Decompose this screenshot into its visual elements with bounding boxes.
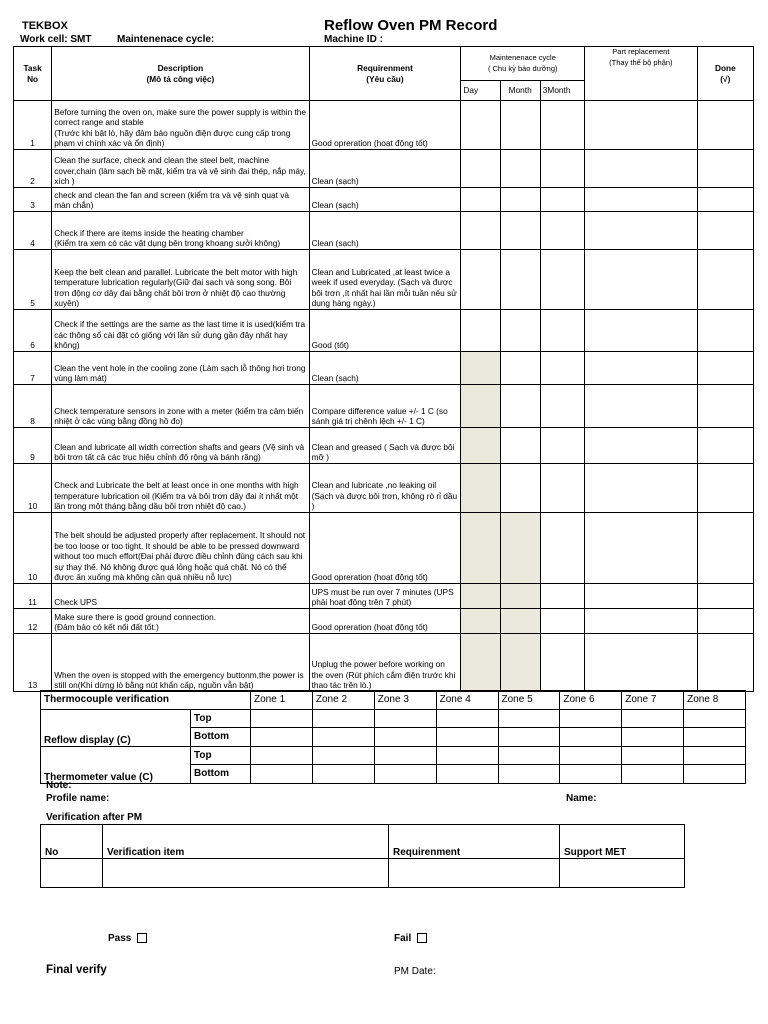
zone-header: Zone 8 <box>684 691 746 710</box>
zone-header: Zone 5 <box>498 691 560 710</box>
task-description: Clean the surface, check and clean the steel belt, machine cover,chain (làm sạch bề mặt, kiểm tra và vệ sinh đai thép, nắp máy, xích ) <box>52 150 309 188</box>
done-cell[interactable] <box>697 310 753 352</box>
header-maintenance-cycle: Maintenenace cycle ( Chu kỳ bảo dưỡng) <box>461 47 585 81</box>
task-row <box>14 188 754 212</box>
part-replacement-cell[interactable] <box>585 385 698 428</box>
task-requirement: Compare difference value +/- 1 C (so sánh giá trị chênh lệch +/- 1 C) <box>309 385 461 428</box>
part-replacement-cell[interactable] <box>585 464 698 513</box>
day-cell[interactable] <box>461 609 500 634</box>
header-month: Month <box>500 81 540 101</box>
value-cell[interactable] <box>560 765 622 784</box>
task-no: 10 <box>14 464 52 513</box>
machine-id-label: Machine ID : <box>324 34 383 45</box>
value-cell[interactable] <box>684 746 746 765</box>
task-no: 8 <box>14 385 52 428</box>
pass-label: Pass <box>108 933 132 944</box>
three-month-cell[interactable] <box>540 428 584 464</box>
task-description: Check and Lubricate the belt at least once in one months with high temperature lubrication oil (Kiểm tra và bôi trơn dây đai ít nhất một lần trong một tháng bằng dầu bôi trơn nhiệt độ cao.) <box>52 464 309 513</box>
header-done: Done (√) <box>697 47 753 101</box>
task-requirement: Good opreration (hoạt động tốt) <box>309 609 461 634</box>
zone-header: Zone 4 <box>436 691 498 710</box>
month-cell[interactable] <box>500 150 540 188</box>
thermocouple-title: Thermocouple verification <box>41 691 251 710</box>
pm-task-table <box>13 46 754 692</box>
verification-requirement-header: Requirenment <box>389 825 560 859</box>
name-label: Name: <box>566 793 597 804</box>
value-cell[interactable] <box>436 746 498 765</box>
task-no: 10 <box>14 513 52 584</box>
thermocouple-table <box>40 690 746 784</box>
value-cell[interactable] <box>312 709 374 728</box>
top-label: Top <box>191 709 251 728</box>
part-replacement-cell[interactable] <box>585 212 698 250</box>
done-cell[interactable] <box>697 513 753 584</box>
part-replacement-cell[interactable] <box>585 634 698 692</box>
done-cell[interactable] <box>697 150 753 188</box>
month-cell[interactable] <box>500 464 540 513</box>
three-month-cell[interactable] <box>540 609 584 634</box>
done-cell[interactable] <box>697 634 753 692</box>
done-cell[interactable] <box>697 464 753 513</box>
task-requirement: Clean (sạch) <box>309 212 461 250</box>
task-row <box>14 428 754 464</box>
three-month-cell[interactable] <box>540 385 584 428</box>
value-cell[interactable] <box>622 746 684 765</box>
maintenance-cycle-label: Maintenenace cycle: <box>117 34 215 45</box>
month-cell[interactable] <box>500 428 540 464</box>
day-cell[interactable] <box>461 101 500 150</box>
task-requirement: Clean (sạch) <box>309 150 461 188</box>
top-label: Top <box>191 746 251 765</box>
task-description: Keep the belt clean and parallel. Lubricate the belt motor with high temperature lubrication regularly(Giữ đai sạch và song song. Bôi trơn động cơ dây đai bằng chất bôi trơn ở nhiệt độ cao thường xuyên) <box>52 250 309 310</box>
header-3month: 3Month <box>540 81 584 101</box>
day-cell[interactable] <box>461 250 500 310</box>
three-month-cell[interactable] <box>540 584 584 609</box>
task-requirement: Clean and Lubricated ,at least twice a week if used everyday. (Sạch và được bôi trơn ,ít nhất hai lần mỗi tuần nếu sử dụng hàng ngày.) <box>309 250 461 310</box>
zone-header: Zone 3 <box>374 691 436 710</box>
task-requirement: Clean (sạch) <box>309 352 461 385</box>
day-cell[interactable] <box>461 150 500 188</box>
pm-date-label: PM Date: <box>394 966 436 977</box>
task-row <box>14 101 754 150</box>
month-cell[interactable] <box>500 513 540 584</box>
verification-item-header: Verification item <box>103 825 389 859</box>
three-month-cell[interactable] <box>540 188 584 212</box>
zone-header: Zone 2 <box>312 691 374 710</box>
three-month-cell[interactable] <box>540 101 584 150</box>
task-no: 12 <box>14 609 52 634</box>
day-cell[interactable] <box>461 634 500 692</box>
reflow-display-label: Reflow display (C) <box>41 709 191 746</box>
task-requirement: Clean and greased ( Sạch và được bôi mỡ ) <box>309 428 461 464</box>
done-cell[interactable] <box>697 352 753 385</box>
month-cell[interactable] <box>500 310 540 352</box>
task-no: 7 <box>14 352 52 385</box>
note-label: Note: <box>46 780 72 791</box>
month-cell[interactable] <box>500 188 540 212</box>
final-verify-label: Final verify <box>46 964 107 976</box>
done-cell[interactable] <box>697 250 753 310</box>
fail-label: Fail <box>394 933 412 944</box>
task-requirement: Good opreration (hoạt động tốt) <box>309 101 461 150</box>
value-cell[interactable] <box>374 765 436 784</box>
done-cell[interactable] <box>697 428 753 464</box>
value-cell[interactable] <box>312 746 374 765</box>
thermometer-value-label: Thermometer value (C) <box>41 746 191 783</box>
done-cell[interactable] <box>697 101 753 150</box>
bottom-label: Bottom <box>191 765 251 784</box>
month-cell[interactable] <box>500 385 540 428</box>
value-cell[interactable] <box>374 728 436 747</box>
task-description: Before turning the oven on, make sure the power supply is within the correct range and stable (Trước khi bật lò, hãy đảm bảo nguồn điện được cung cấp trong phạm vi chính xác và ổn định) <box>52 101 309 150</box>
done-cell[interactable] <box>697 609 753 634</box>
part-replacement-cell[interactable] <box>585 250 698 310</box>
task-row <box>14 310 754 352</box>
value-cell[interactable] <box>436 765 498 784</box>
value-cell[interactable] <box>622 728 684 747</box>
task-no: 11 <box>14 584 52 609</box>
verification-table <box>40 824 685 888</box>
part-replacement-cell[interactable] <box>585 188 698 212</box>
month-cell[interactable] <box>500 352 540 385</box>
value-cell[interactable] <box>560 709 622 728</box>
task-requirement: Good (tốt) <box>309 310 461 352</box>
company-name: TEKBOX <box>22 20 68 32</box>
task-description: Check if there are items inside the heating chamber (Kiểm tra xem có các vật dụng bên trong khoang sưởi không) <box>52 212 309 250</box>
task-row <box>14 250 754 310</box>
task-description: The belt should be adjusted properly after replacement. It should not be too loose or too tight. It should be able to be pressed downward without too much effort(Đai phải được điều chỉnh đúng cách sau khi sự thay thế. Nó không được quá lỏng hoặc quá chặt. Nó có thể được ấn xuống mà không cần quá nhiều nỗ lực) <box>52 513 309 584</box>
task-no: 5 <box>14 250 52 310</box>
value-cell[interactable] <box>374 709 436 728</box>
header-task-no: Task No <box>14 47 52 101</box>
three-month-cell[interactable] <box>540 212 584 250</box>
task-requirement: Clean and lubricate ,no leaking oil (Sạch và được bôi trơn, không rò rỉ dầu ) <box>309 464 461 513</box>
task-description: Check temperature sensors in zone with a meter (kiểm tra cảm biến nhiệt ở các vùng bằng đồng hồ đo) <box>52 385 309 428</box>
task-row <box>14 385 754 428</box>
value-cell[interactable] <box>436 709 498 728</box>
three-month-cell[interactable] <box>540 310 584 352</box>
three-month-cell[interactable] <box>540 634 584 692</box>
month-cell[interactable] <box>500 212 540 250</box>
task-description: When the oven is stopped with the emergency buttonm,the power is still on(Khi dừng lò bằng nút khẩn cấp, nguồn vẫn bật) <box>52 634 309 692</box>
verification-cell[interactable] <box>41 859 103 888</box>
task-no: 13 <box>14 634 52 692</box>
three-month-cell[interactable] <box>540 464 584 513</box>
value-cell[interactable] <box>498 728 560 747</box>
verification-cell[interactable] <box>560 859 685 888</box>
fail-checkbox[interactable] <box>417 933 427 943</box>
day-cell[interactable] <box>461 428 500 464</box>
verification-no-header: No <box>41 825 103 859</box>
header-day: Day <box>461 81 500 101</box>
bottom-label: Bottom <box>191 728 251 747</box>
task-row <box>14 464 754 513</box>
part-replacement-cell[interactable] <box>585 428 698 464</box>
value-cell[interactable] <box>312 728 374 747</box>
task-no: 9 <box>14 428 52 464</box>
work-cell-label: Work cell: SMT <box>20 34 92 45</box>
part-replacement-cell[interactable] <box>585 584 698 609</box>
day-cell[interactable] <box>461 513 500 584</box>
value-cell[interactable] <box>436 728 498 747</box>
task-row <box>14 352 754 385</box>
day-cell[interactable] <box>461 385 500 428</box>
verification-after-pm-label: Verification after PM <box>46 812 143 823</box>
zone-header: Zone 1 <box>251 691 313 710</box>
verification-cell[interactable] <box>389 859 560 888</box>
header-requirement: Requirenment (Yêu cầu) <box>309 47 461 101</box>
value-cell[interactable] <box>251 728 313 747</box>
header-description: Description (Mô tả công việc) <box>52 47 309 101</box>
task-no: 2 <box>14 150 52 188</box>
verification-support-header: Support MET <box>560 825 685 859</box>
task-description: Clean and lubricate all width correction shafts and gears (Vệ sinh và bôi trơn tất cả các trục hiệu chỉnh độ rộng và bánh răng) <box>52 428 309 464</box>
value-cell[interactable] <box>560 746 622 765</box>
part-replacement-cell[interactable] <box>585 101 698 150</box>
value-cell[interactable] <box>684 728 746 747</box>
task-no: 6 <box>14 310 52 352</box>
day-cell[interactable] <box>461 584 500 609</box>
month-cell[interactable] <box>500 634 540 692</box>
done-cell[interactable] <box>697 584 753 609</box>
day-cell[interactable] <box>461 212 500 250</box>
task-no: 4 <box>14 212 52 250</box>
done-cell[interactable] <box>697 188 753 212</box>
task-description: Clean the vent hole in the cooling zone (Làm sạch lỗ thông hơi trong vùng làm mát) <box>52 352 309 385</box>
task-requirement: Good opreration (hoạt động tốt) <box>309 513 461 584</box>
task-row <box>14 609 754 634</box>
value-cell[interactable] <box>684 765 746 784</box>
three-month-cell[interactable] <box>540 150 584 188</box>
task-no: 1 <box>14 101 52 150</box>
zone-header: Zone 6 <box>560 691 622 710</box>
task-description: Make sure there is good ground connection. (Đảm bảo có kết nối đất tốt.) <box>52 609 309 634</box>
part-replacement-cell[interactable] <box>585 310 698 352</box>
month-cell[interactable] <box>500 101 540 150</box>
value-cell[interactable] <box>684 709 746 728</box>
task-row <box>14 584 754 609</box>
value-cell[interactable] <box>560 728 622 747</box>
month-cell[interactable] <box>500 584 540 609</box>
day-cell[interactable] <box>461 310 500 352</box>
task-requirement: Unplug the power before working on the oven (Rút phích cắm điện trước khi thao tác trên lò.) <box>309 634 461 692</box>
fail-option[interactable] <box>394 933 427 944</box>
task-row <box>14 634 754 692</box>
task-row <box>14 513 754 584</box>
value-cell[interactable] <box>251 746 313 765</box>
value-cell[interactable] <box>622 765 684 784</box>
part-replacement-cell[interactable] <box>585 513 698 584</box>
day-cell[interactable] <box>461 188 500 212</box>
verification-cell[interactable] <box>103 859 389 888</box>
task-row <box>14 150 754 188</box>
done-cell[interactable] <box>697 212 753 250</box>
value-cell[interactable] <box>251 709 313 728</box>
header-part-replacement: Part replacement (Thay thế bộ phận) <box>585 47 698 101</box>
three-month-cell[interactable] <box>540 352 584 385</box>
day-cell[interactable] <box>461 352 500 385</box>
task-description: Check if the settings are the same as the last time it is used(kiểm tra các thông số cài đặt có giống với lần sử dụng gần đây nhất hay không) <box>52 310 309 352</box>
profile-name-label: Profile name: <box>46 793 110 804</box>
pass-checkbox[interactable] <box>137 933 147 943</box>
value-cell[interactable] <box>498 709 560 728</box>
value-cell[interactable] <box>622 709 684 728</box>
zone-header: Zone 7 <box>622 691 684 710</box>
done-cell[interactable] <box>697 385 753 428</box>
task-description: check and clean the fan and screen (kiểm tra và vệ sinh quạt và màn chắn) <box>52 188 309 212</box>
page-title: Reflow Oven PM Record <box>324 17 498 34</box>
task-description: Check UPS <box>52 584 309 609</box>
three-month-cell[interactable] <box>540 250 584 310</box>
day-cell[interactable] <box>461 464 500 513</box>
value-cell[interactable] <box>312 765 374 784</box>
month-cell[interactable] <box>500 609 540 634</box>
month-cell[interactable] <box>500 250 540 310</box>
value-cell[interactable] <box>251 765 313 784</box>
task-requirement: UPS must be run over 7 minutes (UPS phải hoạt động trên 7 phút) <box>309 584 461 609</box>
value-cell[interactable] <box>498 746 560 765</box>
task-requirement: Clean (sạch) <box>309 188 461 212</box>
value-cell[interactable] <box>374 746 436 765</box>
task-no: 3 <box>14 188 52 212</box>
value-cell[interactable] <box>498 765 560 784</box>
part-replacement-cell[interactable] <box>585 352 698 385</box>
three-month-cell[interactable] <box>540 513 584 584</box>
pass-option[interactable] <box>108 933 147 944</box>
task-row <box>14 212 754 250</box>
part-replacement-cell[interactable] <box>585 150 698 188</box>
part-replacement-cell[interactable] <box>585 609 698 634</box>
